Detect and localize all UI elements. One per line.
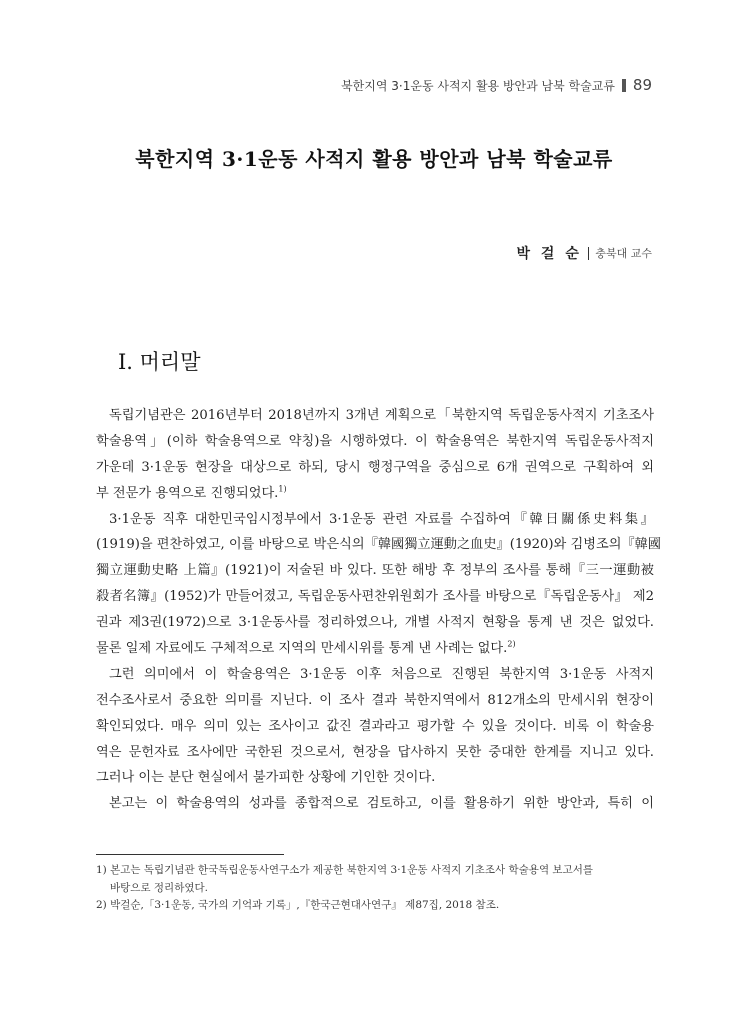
author-name: 박 걸 순 — [516, 246, 582, 262]
author-line — [517, 243, 652, 263]
body-line: (1919)을 편찬하였고, 이를 바탕으로 박은식의『韓國獨立運動之血史』(1920)와 김병조의『韓國 — [96, 537, 661, 553]
body-line-text: 물론 일제 자료에도 구체적으로 지역의 만세시위를 통계 낸 사례는 없다. — [96, 641, 508, 657]
body-line: 가운데 3·1운동 현장을 대상으로 하되, 당시 행정구역을 중심으로 6개 권역으로 구획하여 외 — [96, 459, 654, 475]
body-line: 본고는 이 학술용역의 성과를 종합적으로 검토하고, 이를 활용하기 위한 방안과, 특히 이 — [109, 796, 654, 812]
body-line: 확인되었다. 매우 의미 있는 조사이고 값진 결과라고 평가할 수 있을 것이다. 비록 이 학술용 — [96, 718, 654, 734]
body-line: 학술용역」(이하 학술용역으로 약칭)을 시행하였다. 이 학술용역은 북한지역 독립운동사적지 — [96, 433, 654, 449]
footnote-ref[interactable]: 2) — [507, 639, 516, 649]
body-line: 그러나 이는 분단 현실에서 불가피한 상황에 기인한 것이다. — [96, 770, 436, 786]
body-line — [96, 636, 654, 662]
footnotes — [96, 862, 656, 915]
footnote-ref[interactable]: 1) — [278, 484, 287, 494]
body-text — [96, 403, 661, 817]
running-header — [341, 76, 652, 94]
body-line: 전수조사로서 중요한 의미를 지닌다. 이 조사 결과 북한지역에서 812개소의 만세시위 현장이 — [96, 692, 654, 708]
running-title: 북한지역 3·1운동 사적지 활용 방안과 남북 학술교류 — [341, 78, 615, 93]
body-line: 獨立運動史略 上篇』(1921)이 저술된 바 있다. 또한 해방 후 정부의 조사를 통해『三一運動被 — [96, 563, 654, 579]
header-divider — [622, 79, 626, 92]
body-line: 그런 의미에서 이 학술용역은 3·1운동 이후 처음으로 진행된 북한지역 3·1운동 사적지 — [109, 666, 654, 682]
page-number: 89 — [632, 76, 652, 94]
author-affiliation: 충북대 교수 — [595, 247, 652, 260]
body-line: 권과 제3권(1972)으로 3·1운동사를 정리하였으나, 개별 사적지 현황을 통계 낸 것은 없었다. — [96, 615, 654, 631]
body-line: 殺者名簿』(1952)가 만들어졌고, 독립운동사편찬위원회가 조사를 바탕으로『독립운동사』 제2 — [96, 589, 654, 605]
body-line: 독립기념관은 2016년부터 2018년까지 3개년 계획으로「북한지역 독립운동사적지 기초조사 — [109, 408, 654, 423]
body-line-text: 부 전문가 용역으로 진행되었다. — [96, 485, 279, 501]
author-divider — [588, 247, 590, 260]
footnote-1: 1) 본고는 독립기념관 한국독립운동사연구소가 제공한 북한지역 3·1운동 사적지 기초조사 학술용역 보고서를 — [96, 864, 593, 876]
footnote-rule — [96, 854, 284, 855]
section-heading: Ⅰ. 머리말 — [118, 350, 201, 374]
body-line: 3·1운동 직후 대한민국임시정부에서 3·1운동 관련 자료를 수집하여『韓日關係史料集』 — [109, 511, 654, 527]
article-title: 북한지역 3·1운동 사적지 활용 방안과 남북 학술교류 — [135, 147, 613, 171]
footnote-2: 2) 박걸순,「3·1운동, 국가의 기억과 기록」,『한국근현대사연구』 제87집, 2018 참조. — [96, 899, 500, 911]
body-line — [96, 481, 654, 507]
footnote-1-continued: 바탕으로 정리하였다. — [110, 881, 208, 894]
body-line: 역은 문헌자료 조사에만 국한된 것으로서, 현장을 답사하지 못한 중대한 한계를 지니고 있다. — [96, 744, 654, 760]
